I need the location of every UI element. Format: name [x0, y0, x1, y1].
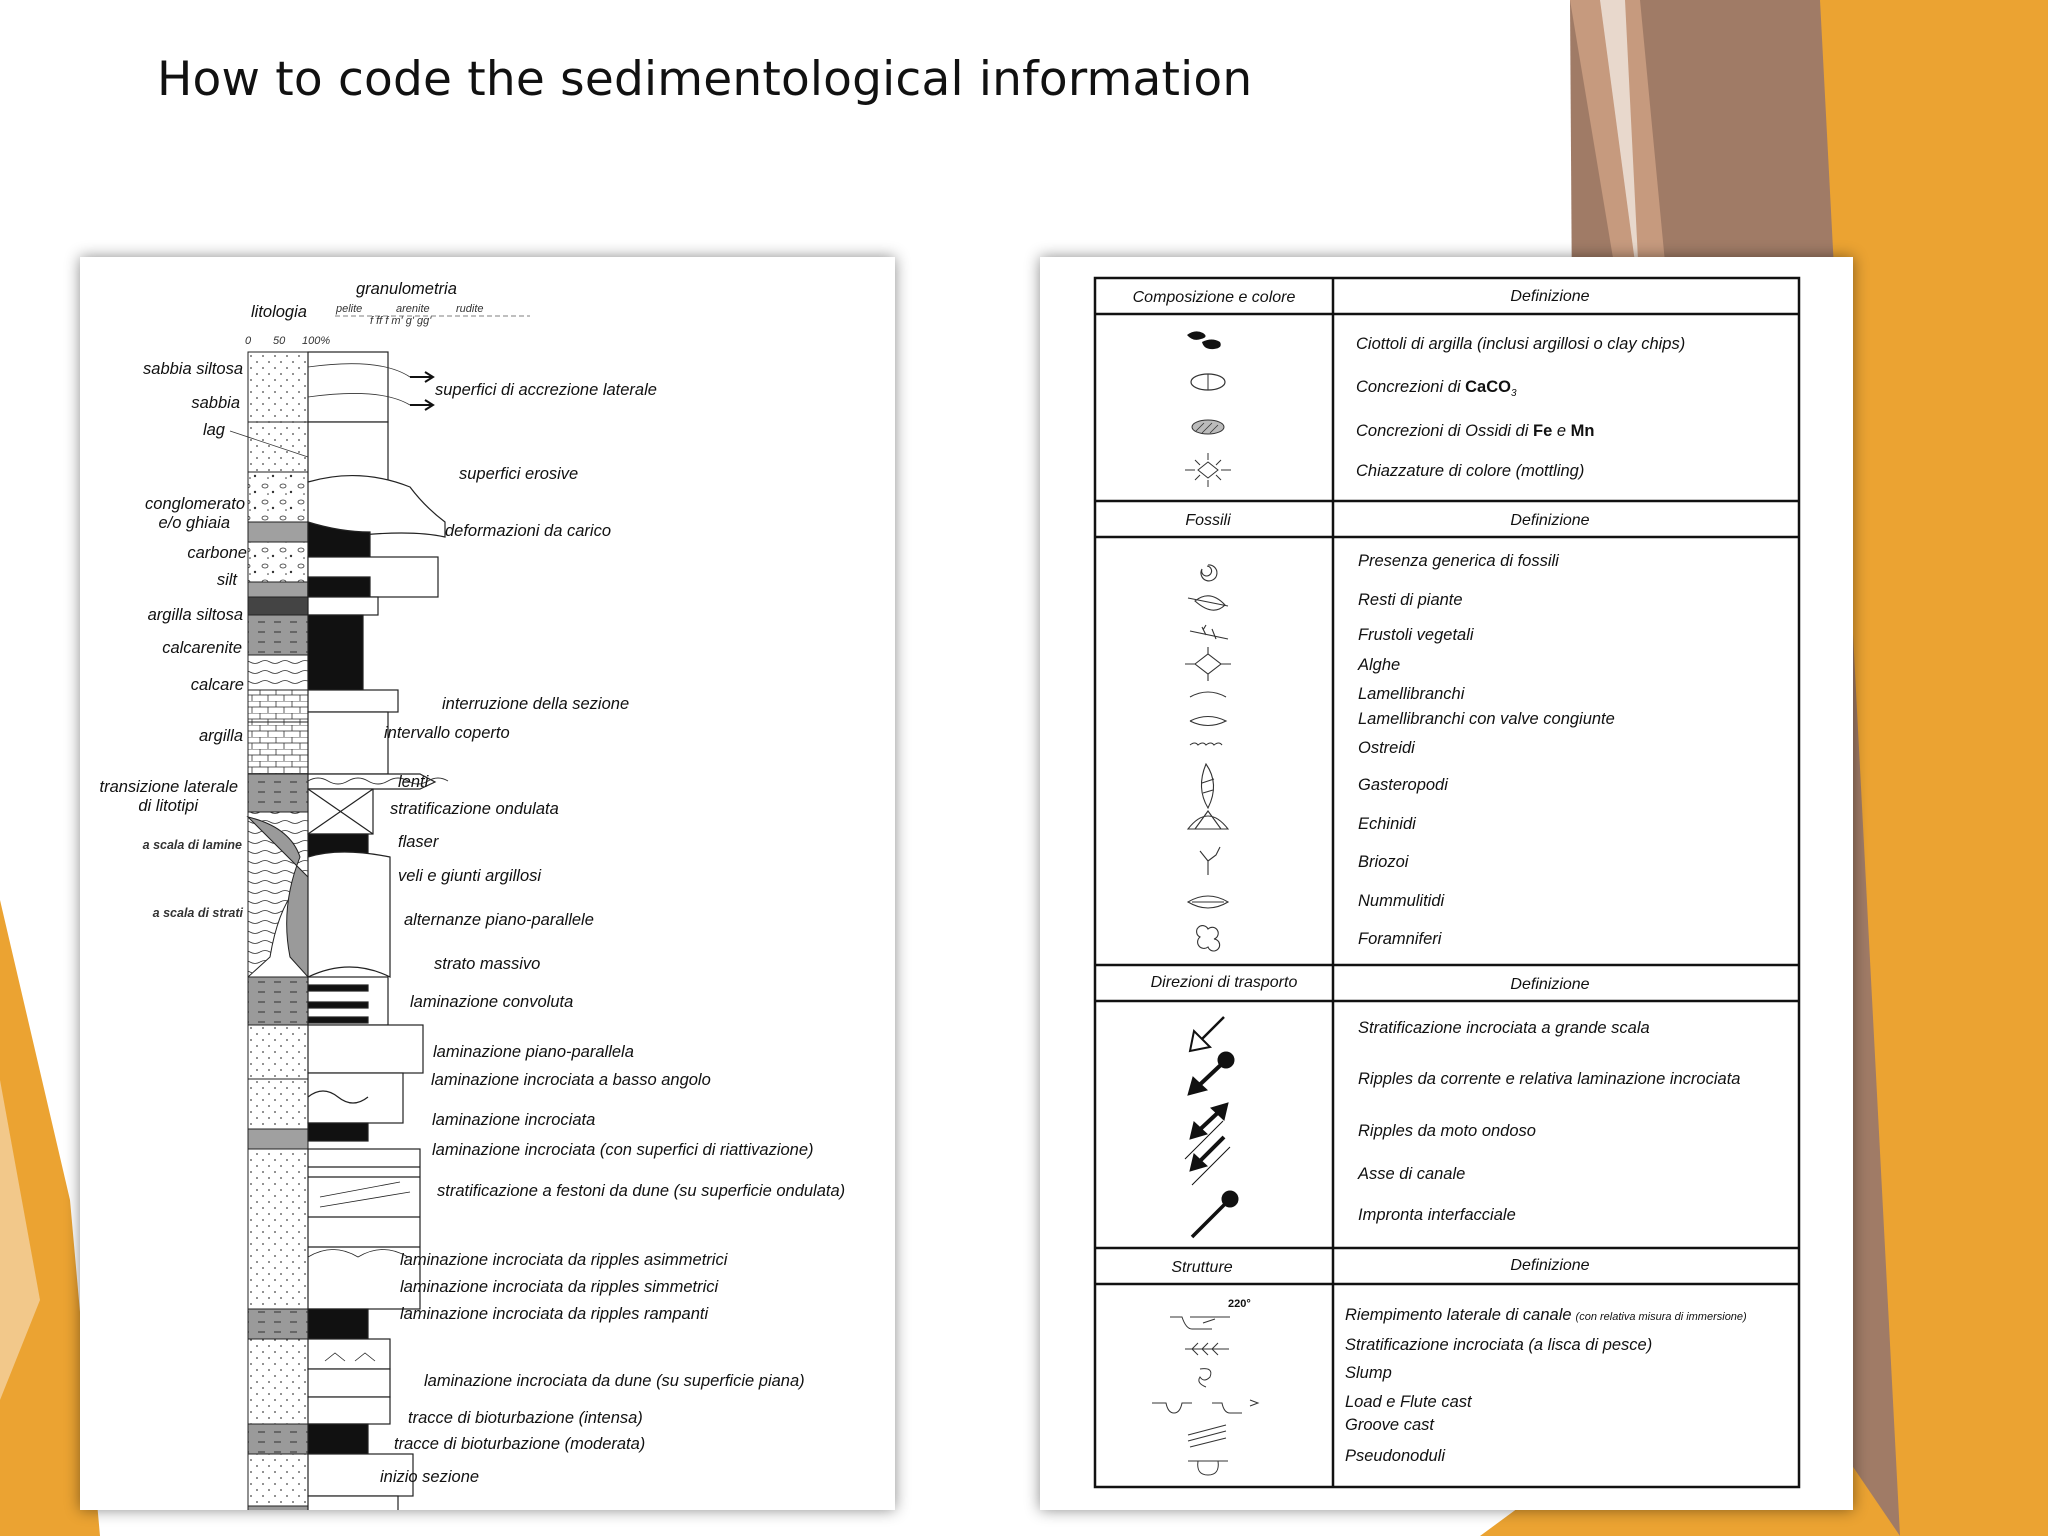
fossil-def-9: Echinidi — [1358, 815, 1416, 833]
clay-chips-icon — [1187, 331, 1221, 349]
sole-mark-icon — [1192, 1191, 1238, 1237]
struct-dune-piana: laminazione incrociata da dune (su superficie piana) — [424, 1372, 805, 1390]
comp-def-3-mn: Mn — [1570, 422, 1595, 440]
struct-lenti: lenti — [398, 773, 429, 791]
comp-def-3-fe: Fe — [1533, 422, 1553, 440]
grain-size-column — [308, 352, 445, 1510]
litho-calcare: calcare — [190, 676, 244, 694]
caco3-concretion-icon — [1191, 374, 1225, 390]
transport-def-4: Asse di canale — [1358, 1165, 1466, 1183]
struct-bioturb-moderata: tracce di bioturbazione (moderata) — [394, 1435, 646, 1453]
transport-def-2: Ripples da corrente e relativa laminazione incrociata — [1358, 1070, 1741, 1088]
large-cross-bedding-arrow-icon — [1190, 1017, 1224, 1051]
grain-ticks: f ff f m' g' gg' — [370, 315, 432, 327]
litho-argilla-siltosa: argilla siltosa — [147, 606, 243, 624]
litho-silt: silt — [216, 571, 237, 589]
struct-simmetrici: laminazione incrociata da ripples simmetrici — [400, 1278, 719, 1296]
granulometry-header: granulometria — [356, 280, 457, 298]
channel-fill-icon — [1170, 1298, 1251, 1329]
struct-festoni: stratificazione a festoni da dune (su superficie ondulata) — [437, 1182, 846, 1200]
litho-scala-lamine: a scala di lamine — [142, 838, 242, 852]
comp-def-2-sub: 3 — [1510, 388, 1517, 399]
channel-fill-annotation: 220° — [1228, 1298, 1251, 1310]
struct-veli: veli e giunti argillosi — [398, 867, 542, 885]
transport-def-5: Impronta interfacciale — [1358, 1206, 1516, 1224]
struct-def-1 — [1345, 1306, 1747, 1324]
current-ripple-arrow-icon — [1188, 1052, 1234, 1095]
struct-def-6: Pseudonoduli — [1345, 1447, 1445, 1465]
struct-rampanti: laminazione incrociata da ripples rampanti — [400, 1305, 709, 1323]
header-transport: Direzioni di trasporto — [1150, 974, 1298, 991]
comp-def-3-mid: e — [1552, 422, 1571, 440]
comp-def-2-pre: Concrezioni di — [1356, 378, 1466, 396]
stratigraphic-column-panel — [80, 257, 895, 1510]
struct-erosive: superfici erosive — [459, 465, 579, 483]
oyster-icon — [1190, 743, 1222, 745]
fossil-def-8: Gasteropodi — [1358, 776, 1448, 794]
struct-piano-parallela: laminazione piano-parallela — [433, 1043, 634, 1061]
leaf-icon — [1188, 596, 1228, 610]
litho-scala-strati: a scala di strati — [152, 906, 243, 920]
grain-scale-arenite: arenite — [396, 303, 430, 315]
legend-table — [1040, 257, 1853, 1510]
percent-tick-100: 100% — [302, 335, 331, 347]
lithology-labels — [100, 360, 248, 920]
fossil-def-3: Frustoli vegetali — [1358, 626, 1474, 644]
transport-def-1: Stratificazione incrociata a grande scala — [1358, 1019, 1650, 1037]
header-fossils-def: Definizione — [1510, 512, 1590, 529]
fossil-def-1: Presenza generica di fossili — [1358, 552, 1559, 570]
litho-litotipi: di litotipi — [138, 797, 198, 815]
accretion-arrow-1 — [410, 372, 433, 382]
fossil-def-12: Foramniferi — [1358, 930, 1442, 948]
litho-calcarenite: calcarenite — [162, 639, 242, 657]
legend-table-panel — [1040, 257, 1853, 1510]
percent-tick-0: 0 — [245, 335, 252, 347]
fossil-def-11: Nummulitidi — [1358, 892, 1445, 910]
struct-intervallo: intervallo coperto — [384, 724, 510, 742]
header-structures: Strutture — [1171, 1259, 1233, 1276]
litho-transizione: transizione laterale — [99, 778, 238, 796]
litho-lag: lag — [202, 421, 225, 439]
comp-def-2-bold: CaCO — [1465, 378, 1511, 396]
struct-interruzione: interruzione della sezione — [442, 695, 630, 713]
foraminifera-icon — [1197, 926, 1220, 951]
transport-def-3: Ripples da moto ondoso — [1358, 1122, 1536, 1140]
fossil-def-2: Resti di piante — [1358, 591, 1463, 609]
header-structures-def: Definizione — [1510, 1257, 1590, 1274]
struct-def-4: Load e Flute cast — [1345, 1393, 1472, 1411]
struct-bioturb-intensa: tracce di bioturbazione (intensa) — [408, 1409, 643, 1427]
header-composition-def: Definizione — [1510, 288, 1590, 305]
fossil-def-5: Lamellibranchi — [1358, 685, 1465, 703]
plant-fragment-icon — [1190, 625, 1228, 639]
comp-def-3-pre: Concrezioni di Ossidi di — [1356, 422, 1533, 440]
struct-def-2: Stratificazione incrociata (a lisca di pesce) — [1345, 1336, 1653, 1354]
header-fossils: Fossili — [1185, 512, 1231, 529]
struct-inizio: inizio sezione — [380, 1468, 480, 1486]
comp-def-3 — [1356, 422, 1594, 440]
fossil-def-6: Lamellibranchi con valve congiunte — [1358, 710, 1615, 728]
fe-mn-concretion-icon — [1192, 420, 1224, 434]
struct-massivo: strato massivo — [434, 955, 541, 973]
comp-def-1: Ciottoli di argilla (inclusi argillosi o clay chips) — [1356, 335, 1686, 353]
struct-incrociata: laminazione incrociata — [432, 1111, 596, 1129]
struct-def-1-main: Riempimento laterale di canale — [1345, 1306, 1572, 1324]
fossil-def-7: Ostreidi — [1358, 739, 1415, 757]
generic-fossil-icon — [1201, 565, 1217, 581]
bivalve-icon — [1190, 692, 1226, 697]
header-transport-def: Definizione — [1510, 976, 1590, 993]
litho-conglomerato: conglomerato — [145, 495, 245, 513]
fossil-def-10: Briozoi — [1358, 853, 1409, 871]
bryozoan-icon — [1200, 847, 1220, 875]
nummulite-icon — [1188, 896, 1228, 908]
grain-scale-rudite: rudite — [456, 303, 484, 315]
struct-def-5: Groove cast — [1345, 1416, 1434, 1434]
slump-icon — [1199, 1369, 1211, 1387]
litho-sabbia-siltosa: sabbia siltosa — [143, 360, 243, 378]
comp-def-2 — [1356, 378, 1517, 399]
fossil-def-4: Alghe — [1358, 656, 1401, 674]
grain-scale-pelite: pelite — [336, 303, 363, 315]
lithology-column — [248, 352, 308, 1510]
struct-alternanze: alternanze piano-parallele — [404, 911, 594, 929]
bivalve-joined-icon — [1190, 717, 1226, 726]
struct-accrezione: superfici di accrezione laterale — [435, 381, 657, 399]
struct-ondulata: stratificazione ondulata — [390, 800, 559, 818]
stratigraphic-column-figure — [80, 257, 895, 1510]
structure-labels — [380, 381, 845, 1486]
accretion-arrow-2 — [410, 400, 433, 410]
struct-carico: deformazioni da carico — [445, 522, 611, 540]
litho-ghiaia: e/o ghiaia — [158, 514, 230, 532]
litho-sabbia: sabbia — [191, 394, 240, 412]
lithology-header: litologia — [251, 303, 307, 321]
slide-title: How to code the sedimentological information — [157, 52, 1253, 107]
load-flute-cast-icon — [1152, 1400, 1258, 1413]
echinoid-icon — [1188, 811, 1228, 829]
algae-icon — [1185, 647, 1231, 681]
struct-def-1-small: (con relativa misura di immersione) — [1575, 1311, 1747, 1323]
struct-riattivazione: laminazione incrociata (con superfici di riattivazione) — [432, 1141, 814, 1159]
struct-def-3: Slump — [1345, 1364, 1392, 1382]
struct-convoluta: laminazione convoluta — [410, 993, 574, 1011]
litho-carbone: carbone — [187, 544, 247, 562]
groove-cast-icon — [1188, 1425, 1226, 1447]
comp-def-4: Chiazzature di colore (mottling) — [1356, 462, 1585, 480]
herringbone-icon — [1185, 1343, 1229, 1355]
mottling-icon — [1185, 453, 1231, 487]
percent-tick-50: 50 — [273, 335, 286, 347]
litho-argilla: argilla — [198, 727, 243, 745]
struct-asimmetrici: laminazione incrociata da ripples asimmetrici — [400, 1251, 728, 1269]
pseudonodule-icon — [1188, 1461, 1228, 1475]
struct-flaser: flaser — [398, 833, 439, 851]
gastropod-icon — [1201, 764, 1214, 808]
struct-basso-angolo: laminazione incrociata a basso angolo — [431, 1071, 711, 1089]
header-composition: Composizione e colore — [1132, 289, 1296, 306]
